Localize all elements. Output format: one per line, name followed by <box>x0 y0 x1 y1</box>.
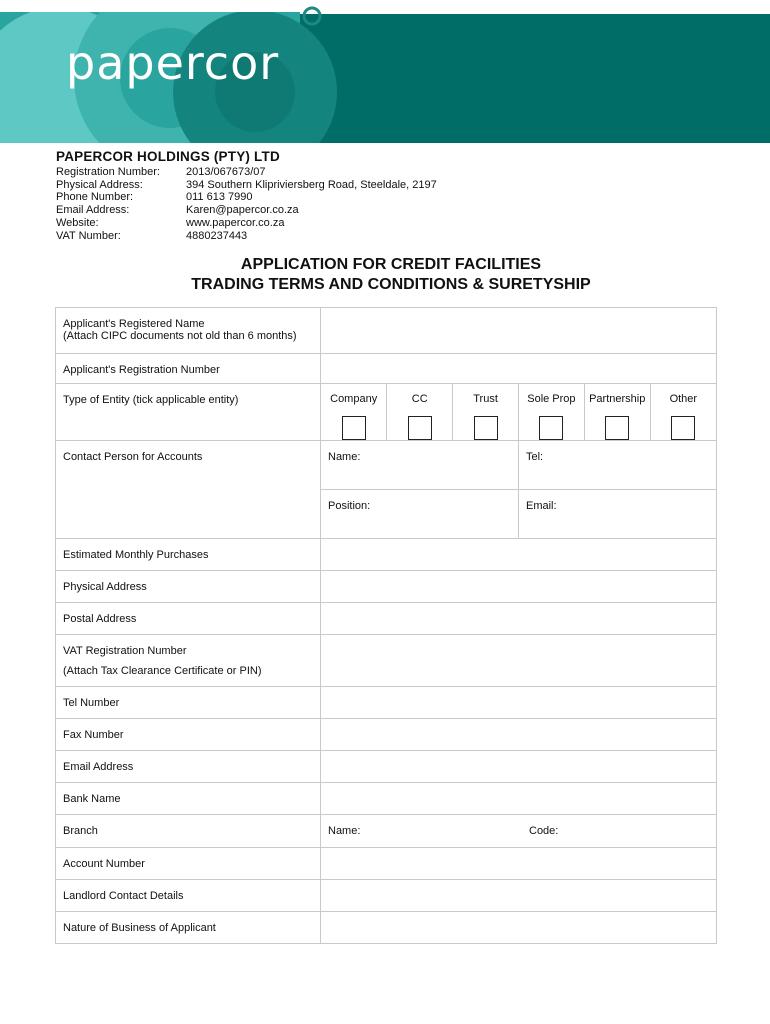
email-address-label: Email Address <box>56 751 321 783</box>
contact-position-field[interactable]: Position: <box>328 500 371 512</box>
monthly-purchases-field[interactable] <box>321 539 717 571</box>
postal-address-field[interactable] <box>321 603 717 635</box>
fax-number-label: Fax Number <box>56 719 321 751</box>
document-title: APPLICATION FOR CREDIT FACILITIES <box>240 256 542 273</box>
tel-number-field[interactable] <box>321 687 717 719</box>
account-number-label: Account Number <box>56 848 321 880</box>
contact-tel-field[interactable]: Tel: <box>518 441 716 489</box>
registration-number-field[interactable] <box>321 354 717 384</box>
detail-value: 4880237443 <box>186 229 248 242</box>
detail-label: Physical Address: <box>56 178 143 191</box>
contact-email-field[interactable]: Email: <box>518 490 716 538</box>
physical-address-field[interactable] <box>321 571 717 603</box>
detail-value: www.papercor.co.za <box>186 216 285 229</box>
detail-row <box>56 217 437 230</box>
entity-options-table <box>321 384 716 440</box>
label-line: VAT Registration Number <box>63 645 187 657</box>
landlord-label: Landlord Contact Details <box>56 880 321 912</box>
papercor-logo: papercor <box>66 36 280 90</box>
document-subtitle: TRADING TERMS AND CONDITIONS & SURETYSHIP <box>191 276 591 293</box>
entity-label: CC <box>411 393 428 405</box>
registered-name-field[interactable] <box>321 308 717 354</box>
detail-label: Email Address: <box>56 204 130 217</box>
label-line: Applicant's Registered Name <box>63 318 205 330</box>
contact-name-tel-row <box>321 441 717 490</box>
detail-label: Phone Number: <box>56 191 134 204</box>
fax-number-field[interactable] <box>321 719 717 751</box>
nature-business-label: Nature of Business of Applicant <box>56 912 321 944</box>
registration-number-label: Applicant's Registration Number <box>56 354 321 384</box>
vat-number-label <box>56 635 321 687</box>
entity-label: Other <box>669 393 698 405</box>
partnership-checkbox[interactable] <box>605 416 629 440</box>
branch-label: Branch <box>56 815 321 848</box>
entity-option-trust <box>453 384 519 440</box>
entity-type-options <box>321 384 717 441</box>
entity-option-partnership <box>584 384 650 440</box>
landlord-field[interactable] <box>321 880 717 912</box>
entity-type-label: Type of Entity (tick applicable entity) <box>56 384 321 441</box>
entity-label: Sole Prop <box>527 393 576 405</box>
vat-number-field[interactable] <box>321 635 717 687</box>
account-number-field[interactable] <box>321 848 717 880</box>
entity-option-cc <box>387 384 453 440</box>
branch-code-field[interactable]: Code: <box>529 825 559 837</box>
detail-row <box>56 191 437 204</box>
detail-value: 011 613 7990 <box>186 191 253 204</box>
entity-option-company <box>321 384 387 440</box>
monthly-purchases-label: Estimated Monthly Purchases <box>56 539 321 571</box>
detail-row <box>56 179 437 192</box>
bank-name-field[interactable] <box>321 783 717 815</box>
entity-option-other <box>650 384 716 440</box>
detail-label: Registration Number: <box>56 165 160 178</box>
contact-person-label: Contact Person for Accounts <box>56 441 321 539</box>
entity-label: Trust <box>473 393 498 405</box>
detail-value: 2013/067673/07 <box>186 165 266 178</box>
detail-value: 394 Southern Klipriviersberg Road, Steeldale, 2197 <box>186 178 437 191</box>
detail-row <box>56 230 437 243</box>
postal-address-label: Postal Address <box>56 603 321 635</box>
physical-address-label: Physical Address <box>56 571 321 603</box>
nature-business-field[interactable] <box>321 912 717 944</box>
bank-name-label: Bank Name <box>56 783 321 815</box>
label-note: (Attach Tax Clearance Certificate or PIN) <box>63 665 262 677</box>
contact-position-email-row <box>321 490 717 539</box>
other-checkbox[interactable] <box>671 416 695 440</box>
entity-label: Company <box>330 393 378 405</box>
trust-checkbox[interactable] <box>474 416 498 440</box>
detail-row <box>56 204 437 217</box>
detail-label: Website: <box>56 216 99 229</box>
entity-label: Partnership <box>589 393 646 405</box>
company-name: PAPERCOR HOLDINGS (PTY) LTD <box>56 149 280 164</box>
branch-row <box>321 815 717 848</box>
sole-prop-checkbox[interactable] <box>539 416 563 440</box>
company-info <box>56 151 437 243</box>
registered-name-label <box>56 308 321 354</box>
tel-number-label: Tel Number <box>56 687 321 719</box>
contact-name-field[interactable]: Name: <box>328 451 361 463</box>
company-checkbox[interactable] <box>342 416 366 440</box>
detail-label: VAT Number: <box>56 229 121 242</box>
header-banner <box>0 0 770 143</box>
entity-option-sole-prop <box>518 384 584 440</box>
label-note: (Attach CIPC documents not old than 6 months) <box>63 330 297 342</box>
detail-value: Karen@papercor.co.za <box>186 204 299 217</box>
cc-checkbox[interactable] <box>408 416 432 440</box>
detail-row <box>56 166 437 179</box>
email-address-field[interactable] <box>321 751 717 783</box>
credit-application-form <box>55 307 717 944</box>
branch-name-field[interactable]: Name: <box>328 825 361 837</box>
